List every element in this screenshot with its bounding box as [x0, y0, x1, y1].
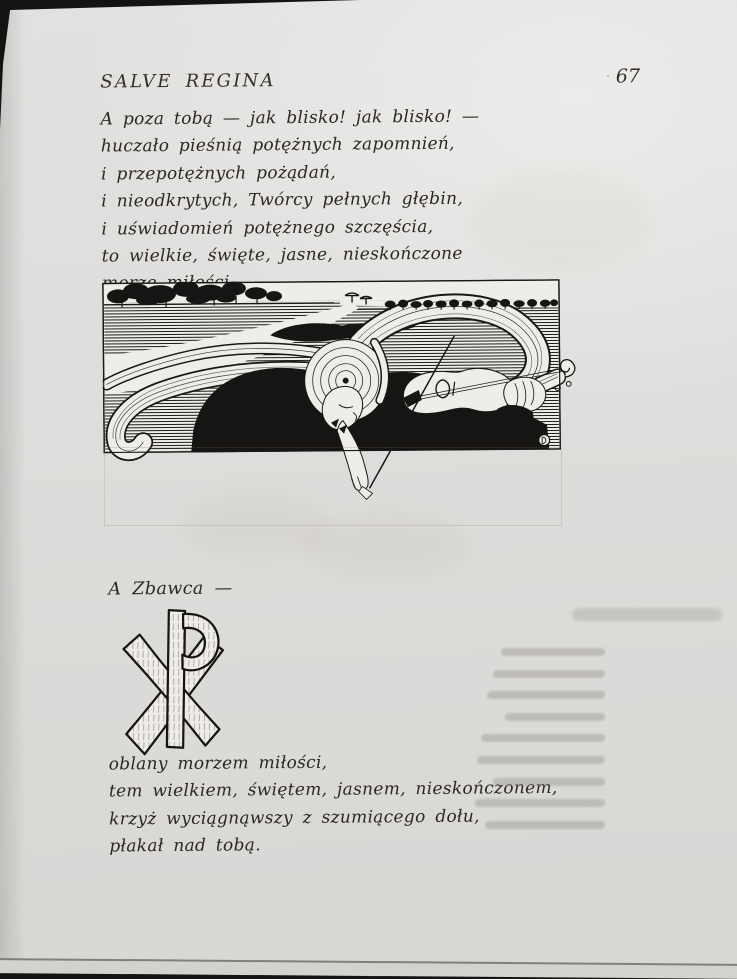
- bleedthrough-row: [477, 756, 606, 764]
- chi-rho-icon: [114, 603, 243, 756]
- poem-line: i nieodkrytych, Twórcy pełnych głębin,: [101, 188, 464, 212]
- bleedthrough-row: [475, 799, 606, 807]
- bleedthrough-row: [501, 648, 606, 656]
- bleedthrough-row: [485, 821, 606, 829]
- bleedthrough-frame: [104, 447, 562, 526]
- poem-line: krzyż wyciągnąwszy z szumiącego dołu,: [109, 806, 480, 830]
- poem-line: płakał nad tobą.: [109, 835, 261, 857]
- poem-line: oblany morzem miłości,: [108, 752, 328, 775]
- page-number: [606, 65, 640, 87]
- poem-line: i uświadomień potężnego szczęścia,: [101, 216, 434, 240]
- bleedthrough-row: [505, 713, 606, 721]
- poem-line: tem wielkiem, świętem, jasnem, nieskończonem,: [108, 778, 558, 802]
- poem-line: to wielkie, święte, jasne, nieskończone: [101, 243, 463, 267]
- bleedthrough-row: [487, 691, 606, 699]
- running-title: SALVE REGINA: [100, 70, 276, 93]
- bleedthrough-row: [481, 734, 606, 742]
- bleedthrough-row: [493, 670, 606, 678]
- page-number-mark: .: [606, 66, 612, 80]
- caption-a-zbawca: A Zbawca —: [108, 578, 233, 600]
- poem-line: huczało pieśnią potężnych zapomnień,: [100, 134, 455, 157]
- bleedthrough-text-rows: [455, 648, 605, 842]
- bleedthrough-row: [493, 778, 606, 786]
- bleedthrough-smudge: [470, 170, 650, 270]
- page-number-value: 67: [615, 65, 641, 88]
- poem-line: i przepotężnych pożądań,: [100, 162, 337, 185]
- bleedthrough-smudge: [300, 510, 470, 580]
- stanza-top: [101, 104, 481, 299]
- poem-line: A poza tobą — jak blisko! jak blisko! —: [100, 106, 480, 130]
- bleedthrough-band: [572, 608, 722, 621]
